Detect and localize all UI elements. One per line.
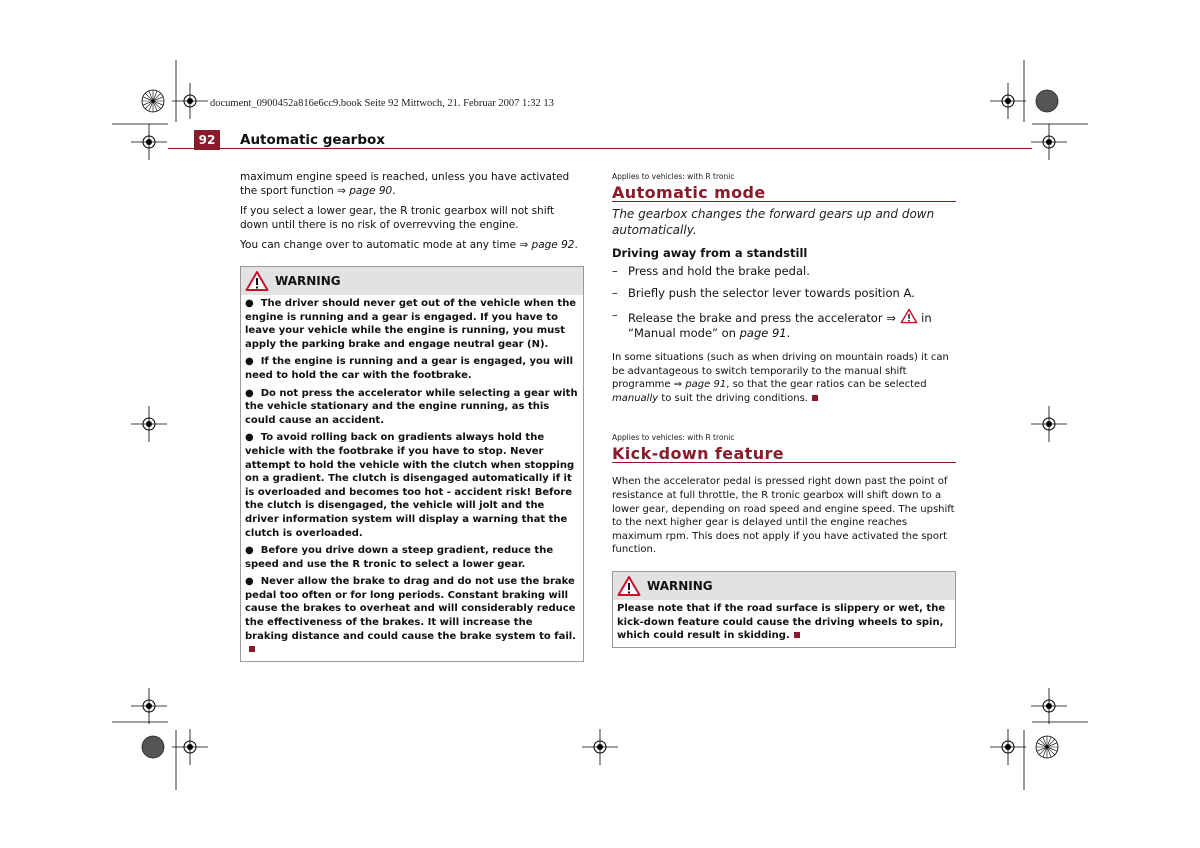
warning-item: ● Never allow the brake to drag and do not use the brake pedal too often or for long periods. Constant braking will cause the brakes to overheat and will considerably reduce the effectiveness of the brakes. It will increase the braking distance and could cause the brake system to fail. [245,575,579,657]
paragraph-automatic-mode: You can change over to automatic mode at any time ⇒ page 92. [240,239,578,251]
header-rule [168,148,1032,149]
applies-note: Applies to vehicles: with R tronic [612,172,735,181]
subheading-driving-away: Driving away from a standstill [612,246,808,260]
warning-triangle-icon [245,270,269,292]
warning-item: Please note that if the road surface is slippery or wet, the kick-down feature could cause the driving wheels to spin, which could result in skidding. [617,602,946,642]
paragraph-lower-gear: If you select a lower gear, the R tronic gearbox will not shift down until there is no risk of overrevving the engine. [240,205,555,231]
warning-header [613,572,955,600]
warning-item: ● Before you drive down a steep gradient, reduce the speed and use the R tronic to select a lower gear. [245,545,554,570]
end-of-section-mark [794,632,800,638]
left-column [240,170,584,662]
page-reference[interactable]: page 91 [739,326,787,340]
paragraph-kick-down: When the accelerator pedal is pressed right down past the point of resistance at full throttle, the R tronic gearbox will shift down to a lower gear, depending on road speed and engine speed. The upshift to the next higher gear is delayed until the engine reaches maximum rpm. This does not apply if you have activated the sport function. [612,476,955,556]
section-lead: The gearbox changes the forward gears up and down automatically. [612,207,935,237]
warning-box [240,266,584,662]
page-reference[interactable]: page 91 [685,379,727,391]
warning-body [241,295,583,661]
print-info-line: document_0900452a816e6cc9.book Seite 92 Mittwoch, 21. Februar 2007 1:32 13 [210,98,554,109]
warning-body [613,600,955,647]
warning-title: WARNING [647,578,713,593]
end-of-section-mark [249,646,255,652]
applies-note: Applies to vehicles: with R tronic [612,433,735,443]
warning-item: ● To avoid rolling back on gradients always hold the vehicle with the footbrake if you have to stop. Never attempt to hold the vehicle with the clutch when stopping on a gradient. The clutch is disengaged automatically if it is overloaded and becomes too hot - accident risk! Before the clutch is disengaged, the vehicle will jolt and the driver information system will display a warning that the clutch is overloaded. [245,432,575,539]
warning-item: ● Do not press the accelerator while selecting a gear with the vehicle stationary and the engine running, as this could cause an accident. [245,387,578,426]
page-reference[interactable]: page 92 [531,239,575,251]
warning-title: WARNING [275,274,341,288]
step-item: – Press and hold the brake pedal. [612,264,810,278]
paragraph-mountain-roads: In some situations (such as when driving on mountain roads) it can be advantageous to switch temporarily to the manual shift programme ⇒ page 91, so that the gear ratios can be selected manually to suit the driving conditions. [612,352,949,404]
page-reference[interactable]: page 90 [349,185,393,197]
page-number: 92 [194,130,220,150]
right-column [612,170,956,648]
warning-item: ● The driver should never get out of the vehicle when the engine is running and a gear is engaged. If you have to leave your vehicle while the engine is running, you must apply the parking brake and engage neutral gear (N). [245,298,577,350]
step-item: – Release the brake and press the accelerator ⇒ in “Manual mode” on page 91. [612,308,932,340]
section-heading-automatic-mode: Automatic mode [612,186,956,202]
page-title: Automatic gearbox [240,132,385,148]
warning-box [612,571,956,648]
section-heading-kick-down: Kick-down feature [612,447,956,463]
paragraph-sport-function: maximum engine speed is reached, unless you have activated the sport function ⇒ page 90. [240,171,570,197]
warning-triangle-icon[interactable] [900,308,918,324]
warning-triangle-icon [617,575,641,597]
warning-item: ● If the engine is running and a gear is engaged, you will need to hold the car with the footbrake. [245,356,574,381]
warning-header [241,267,583,295]
end-of-section-mark [812,395,818,401]
step-item: – Briefly push the selector lever towards position A. [612,286,915,300]
